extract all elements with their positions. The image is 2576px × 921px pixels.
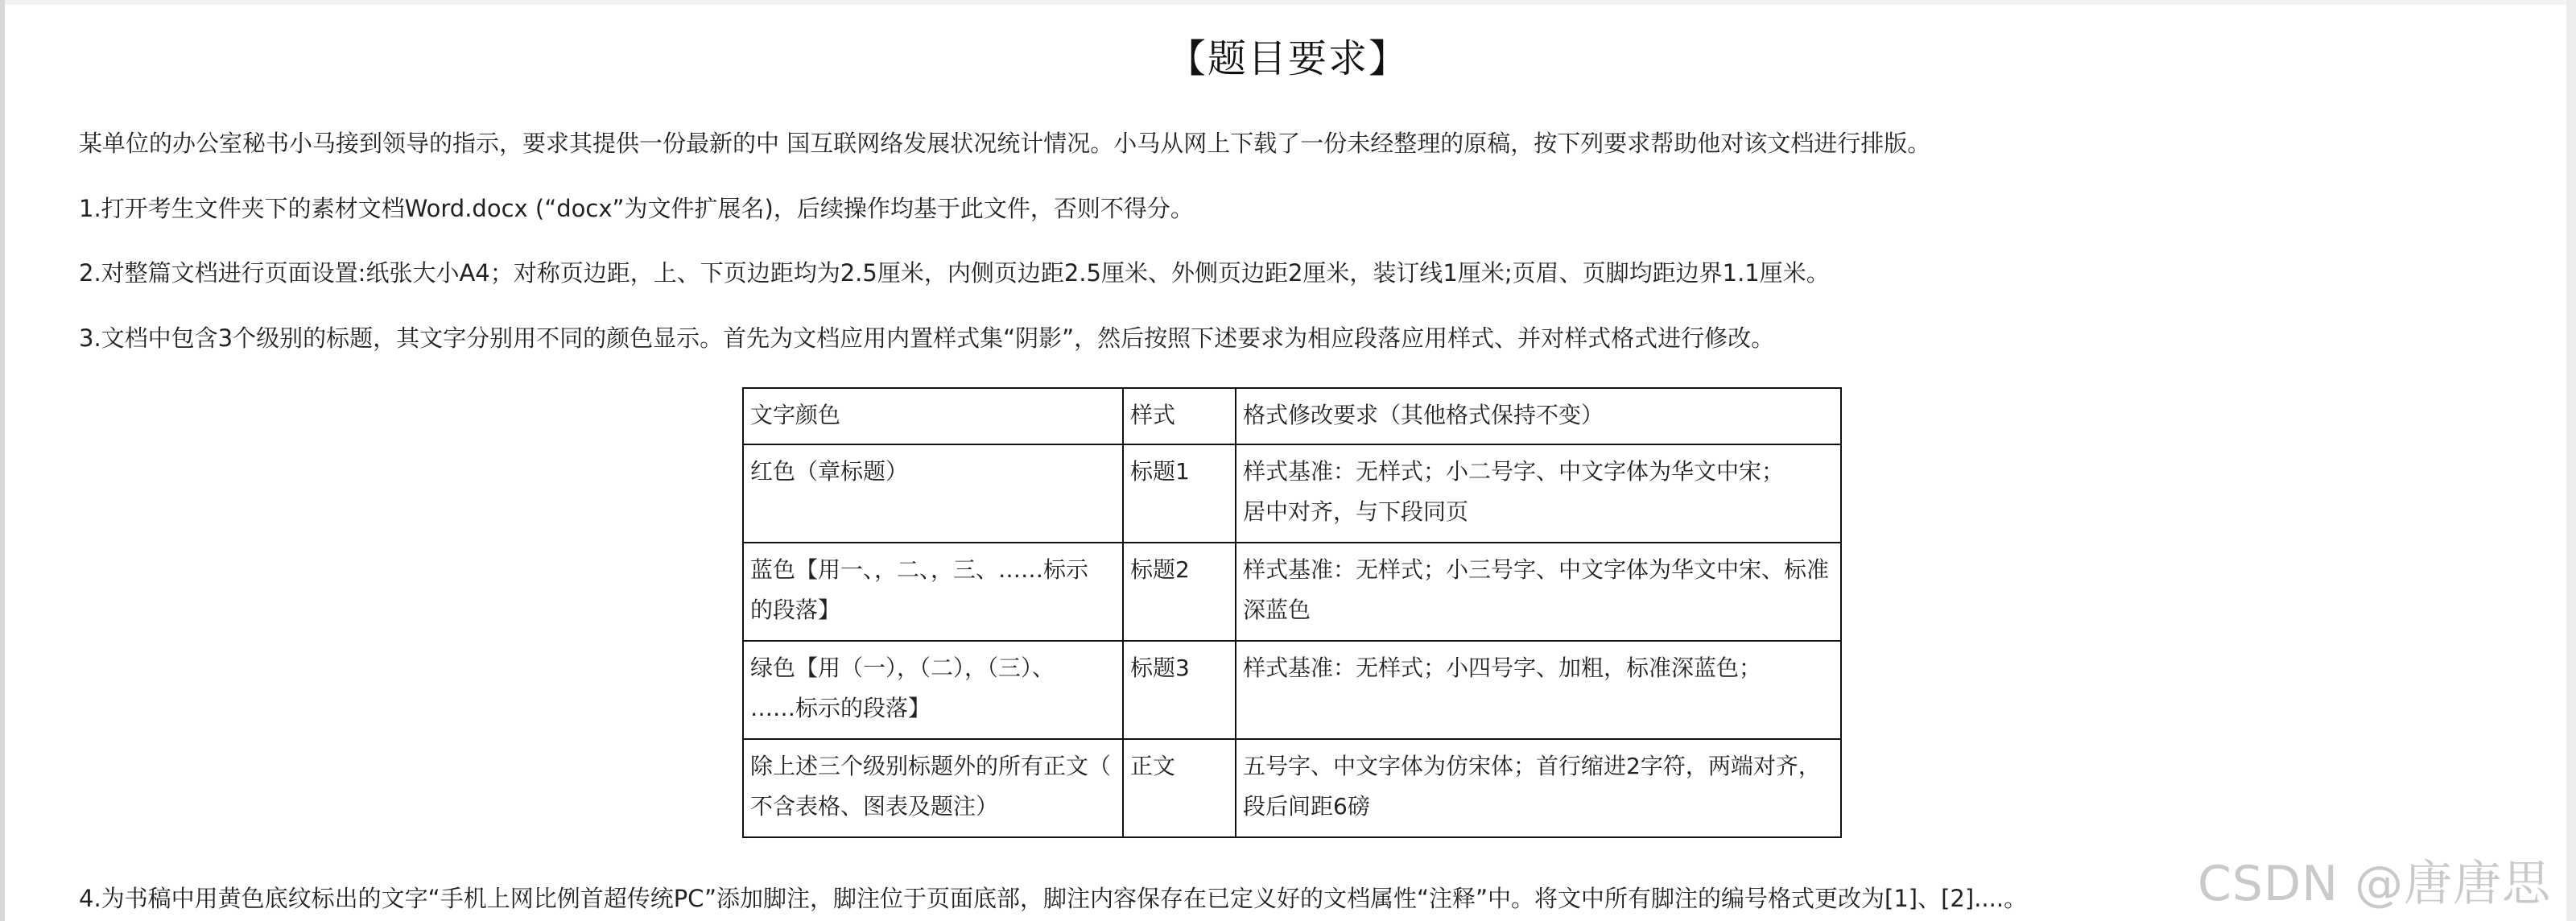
cell-color [743, 739, 1123, 837]
table-header-row [743, 388, 1841, 444]
cell-style: 标题1 [1123, 444, 1236, 543]
intro-paragraph: 某单位的办公室秘书小马接到领导的指示，要求其提供一份最新的中 国互联网络发展状况统计情况。小马从网上下载了一份未经整理的原稿，按下列要求帮助他对该文档进行排版。 [79, 130, 1931, 157]
cell-requirement [1236, 641, 1841, 739]
cell-line: 深蓝色 [1243, 597, 1311, 623]
cell-style: 标题3 [1123, 641, 1236, 739]
cell-line: 样式基准：无样式；小四号字、加粗，标准深蓝色； [1243, 655, 1762, 681]
table-row [743, 739, 1841, 837]
cell-line: 五号字、中文字体为仿宋体；首行缩进2字符，两端对齐， [1243, 753, 1821, 779]
cell-line: ……标示的段落】 [750, 695, 931, 721]
cell-line: 蓝色【用一、，二、，三、……标示 [750, 556, 1089, 583]
cell-requirement [1236, 543, 1841, 641]
cell-requirement [1236, 444, 1841, 543]
cell-color [743, 543, 1123, 641]
table-row [743, 543, 1841, 641]
cell-color [743, 641, 1123, 739]
header-requirement: 格式修改要求（其他格式保持不变） [1236, 388, 1841, 444]
table-row [743, 444, 1841, 543]
table-row [743, 641, 1841, 739]
header-color: 文字颜色 [743, 388, 1123, 444]
cell-style: 标题2 [1123, 543, 1236, 641]
cell-line: 居中对齐，与下段同页 [1243, 498, 1469, 525]
csdn-watermark: CSDN @唐唐思 [2198, 856, 2552, 912]
cell-line: 的段落】 [750, 597, 841, 623]
step1-paragraph: 1.打开考生文件夹下的素材文档Word.docx (“docx”为文件扩展名)，后续操作均基于此文件，否则不得分。 [79, 195, 1194, 222]
cell-line: 不含表格、图表及题注） [750, 793, 999, 820]
right-border [2566, 0, 2576, 921]
cell-line: 红色（章标题） [750, 458, 909, 485]
cell-requirement [1236, 739, 1841, 837]
step2-paragraph: 2.对整篇文档进行页面设置:纸张大小A4；对称页边距，上、下页边距均为2.5厘米，内侧页边距2.5厘米、外侧页边距2厘米，装订线1厘米;页眉、页脚均距边界1.1厘米。 [79, 259, 1830, 287]
cell-line: 样式基准：无样式；小三号字、中文字体为华文中宋、标准 [1243, 556, 1830, 583]
step3-paragraph: 3.文档中包含3个级别的标题，其文字分别用不同的颜色显示。首先为文档应用内置样式集“阴影”，然后按照下述要求为相应段落应用样式、并对样式格式进行修改。 [79, 324, 1775, 352]
top-strip [0, 0, 2576, 5]
cell-line: 样式基准：无样式；小二号字、中文字体为华文中宋； [1243, 458, 1785, 485]
header-style: 样式 [1123, 388, 1236, 444]
left-border [0, 0, 5, 921]
page-title: 【题目要求】 [1166, 36, 1409, 81]
step4-paragraph: 4.为书稿中用黄色底纹标出的文字“手机上网比例首超传统PC”添加脚注，脚注位于页面底部，脚注内容保存在已定义好的文档属性“注释”中。将文中所有脚注的编号格式更改为[1]、[2]....。 [79, 885, 2028, 912]
cell-line: 段后间距6磅 [1243, 793, 1370, 820]
cell-line: 除上述三个级别标题外的所有正文（ [750, 753, 1112, 779]
cell-color [743, 444, 1123, 543]
cell-line: 绿色【用（一），（二），（三）、 [750, 655, 1055, 681]
cell-style: 正文 [1123, 739, 1236, 837]
style-requirements-table [742, 387, 1842, 838]
